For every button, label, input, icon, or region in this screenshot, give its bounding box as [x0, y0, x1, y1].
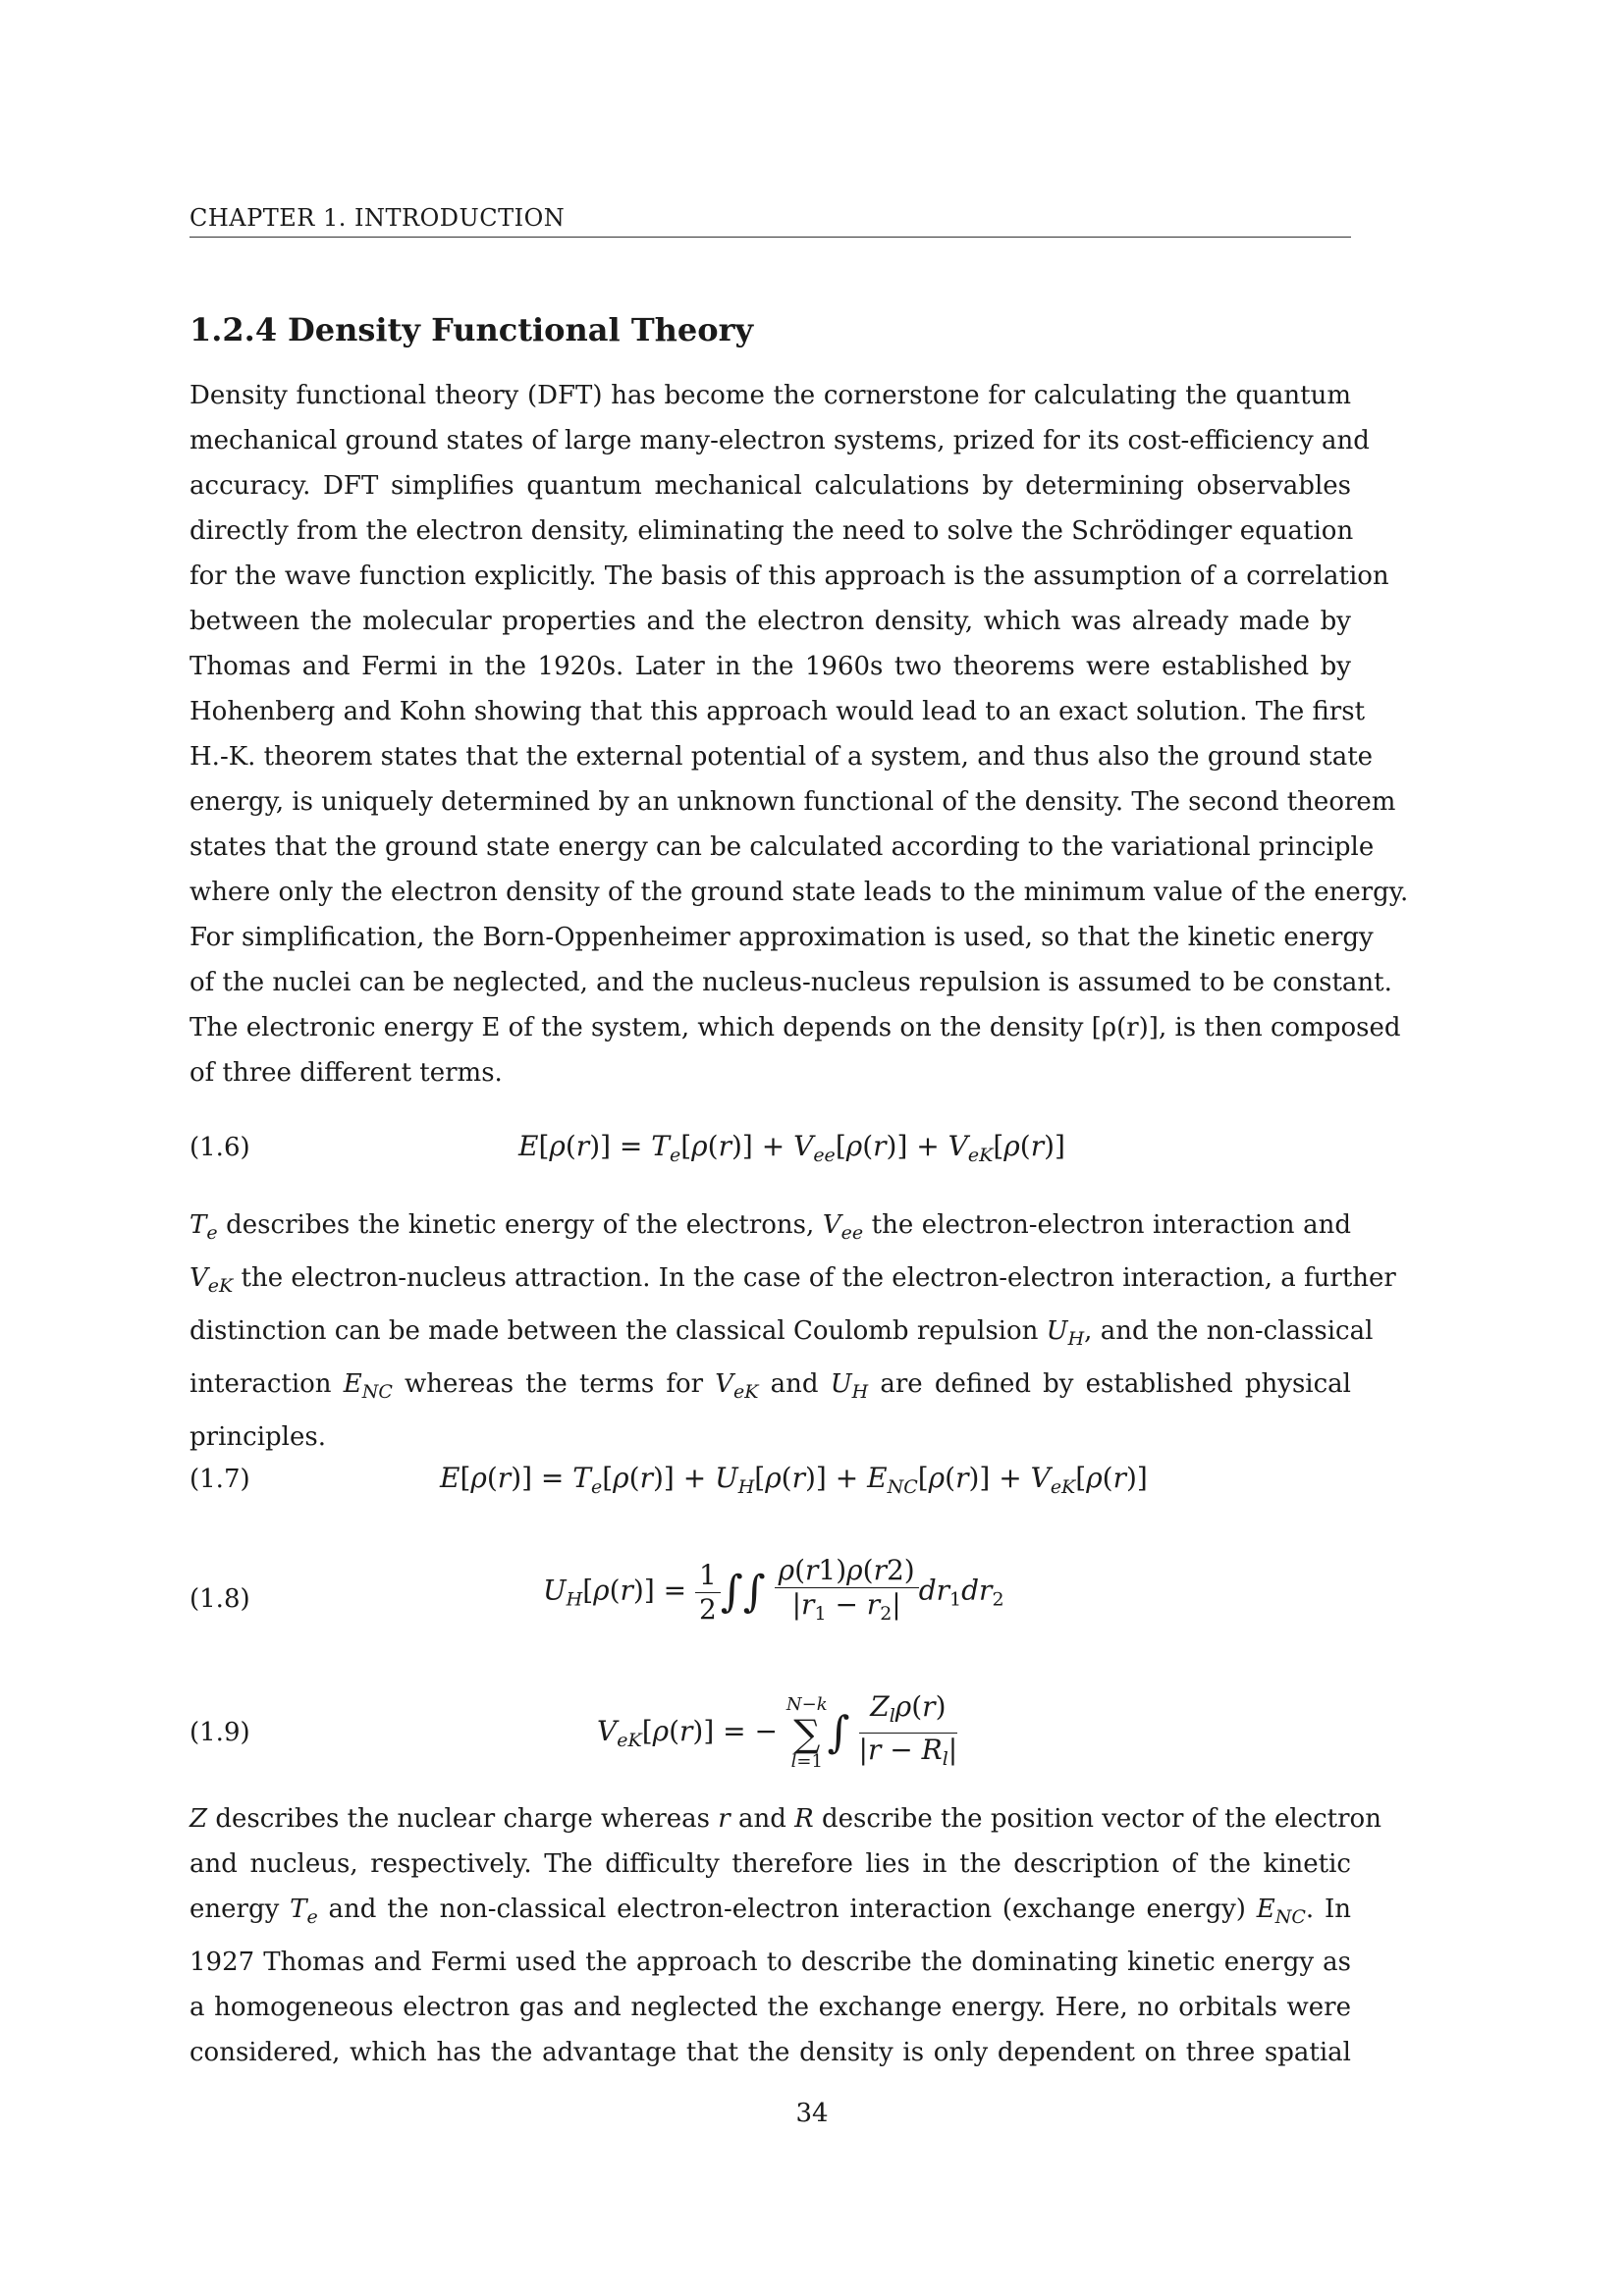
equation-1-6: $E[\rho(r)] = T_e[\rho(r)] + V_{ee}[\rho(r)] + V_{eK}[\rho(r)]$ [518, 1130, 1065, 1166]
equation-number-1-6: (1.6) [189, 1133, 250, 1162]
paragraph-line: energy, is uniquely determined by an unknown functional of the density. The second theorem [189, 787, 1396, 817]
paragraph-line: states that the ground state energy can be calculated according to the variational principle [189, 832, 1375, 862]
paragraph-line: H.-K. theorem states that the external potential of a system, and thus also the ground state [189, 742, 1374, 772]
paragraph-line: Density functional theory (DFT) has become the cornerstone for calculating the quantum [189, 381, 1351, 410]
summation-symbol: N−k ∑ l=1 [785, 1693, 828, 1772]
paragraph-line: mechanical ground states of large many-electron systems, prized for its cost-efficiency and [189, 426, 1370, 455]
paragraph-line: for the wave function explicitly. The basis of this approach is the assumption of a correlation [189, 561, 1389, 591]
equation-number-1-7: (1.7) [189, 1465, 250, 1494]
paragraph-line: Thomas and Fermi in the 1920s. Later in the 1960s two theorems were established by [189, 652, 1351, 681]
paragraph-line: Z describes the nuclear charge whereas r and R describe the position vector of the electron [189, 1804, 1381, 1834]
paragraph-line: distinction can be made between the classical Coulomb repulsion $U_H$, and the non-classical [189, 1316, 1374, 1350]
equation-number-1-9: (1.9) [189, 1718, 250, 1747]
paragraph-3 [189, 1796, 1381, 2075]
paragraph-line: between the molecular properties and the electron density, which was already made by [189, 607, 1351, 636]
equation-number-1-8: (1.8) [189, 1584, 250, 1614]
page-number: 34 [795, 2099, 829, 2128]
paragraph-line: 1927 Thomas and Fermi used the approach to describe the dominating kinetic energy as [189, 1948, 1351, 1977]
fraction-coulomb: $\frac{\rho(r1)\rho(r2)}{|r_1 - r_2|}$ [775, 1554, 919, 1630]
paragraph-line: energy $T_e$ and the non-classical electron-electron interaction (exchange energy) $E_{NC}$. In [189, 1895, 1351, 1928]
fraction-one-half: $\frac{1}{2}$ [695, 1559, 721, 1627]
integral-symbol: ∫ [827, 1707, 850, 1758]
equation-1-8: $U_H[\rho(r)]$ = $\frac{1}{2}$ ∫∫ $\frac{\rho(r1)\rho(r2)}{|r_1 - r_2|}$ $dr_1dr_2$ [543, 1554, 1004, 1630]
paragraph-line: accuracy. DFT simplifies quantum mechanical calculations by determining observables [189, 471, 1351, 501]
equation-1-7: $E[\rho(r)] = T_e[\rho(r)] + U_H[\rho(r)] + E_{NC}[\rho(r)] + V_{eK}[\rho(r)]$ [440, 1462, 1148, 1498]
paragraph-line: The electronic energy E of the system, which depends on the density [ρ(r)], is then composed [189, 1013, 1401, 1042]
double-integral-symbol: ∫∫ [720, 1567, 766, 1617]
running-head: CHAPTER 1. INTRODUCTION [189, 201, 1351, 238]
paragraph-line: $T_e$ describes the kinetic energy of the electrons, $V_{ee}$ the electron-electron interaction and [189, 1210, 1351, 1244]
paragraph-2 [189, 1202, 1396, 1460]
paragraph-line: interaction $E_{NC}$ whereas the terms for $V_{eK}$ and $U_H$ are defined by established physical [189, 1369, 1351, 1403]
paragraph-line: Hohenberg and Kohn showing that this approach would lead to an exact solution. The first [189, 697, 1366, 726]
paragraph-line: a homogeneous electron gas and neglected the exchange energy. Here, no orbitals were [189, 1993, 1351, 2022]
paragraph-line: $V_{eK}$ the electron-nucleus attraction. In the case of the electron-electron interaction, a further [189, 1263, 1396, 1297]
section-number: 1.2.4 [189, 311, 278, 348]
paragraph-line: of the nuclei can be neglected, and the nucleus-nucleus repulsion is assumed to be constant. [189, 968, 1392, 997]
paragraph-line: directly from the electron density, eliminating the need to solve the Schrödinger equation [189, 516, 1354, 546]
paragraph-line: considered, which has the advantage that the density is only dependent on three spatial [189, 2038, 1351, 2067]
section-heading [189, 310, 753, 349]
paragraph-line: of three different terms. [189, 1058, 503, 1088]
paragraph-1 [189, 373, 1409, 1095]
paragraph-line: where only the electron density of the ground state leads to the minimum value of the energy. [189, 878, 1409, 907]
fraction-nuclear: $\frac{Z_l\rho(r)}{|r - R_l|}$ [858, 1690, 958, 1770]
section-title: Density Functional Theory [288, 311, 754, 348]
paragraph-line: For simplification, the Born-Oppenheimer approximation is used, so that the kinetic energy [189, 923, 1374, 952]
equation-1-9: $V_{eK}[\rho(r)]$ = − N−k ∑ l=1 ∫ $\frac{Z_l\rho(r)}{|r - R_l|}$ [597, 1690, 957, 1776]
paragraph-line: principles. [189, 1422, 326, 1452]
paragraph-line: and nucleus, respectively. The difficulty therefore lies in the description of the kinetic [189, 1849, 1351, 1879]
